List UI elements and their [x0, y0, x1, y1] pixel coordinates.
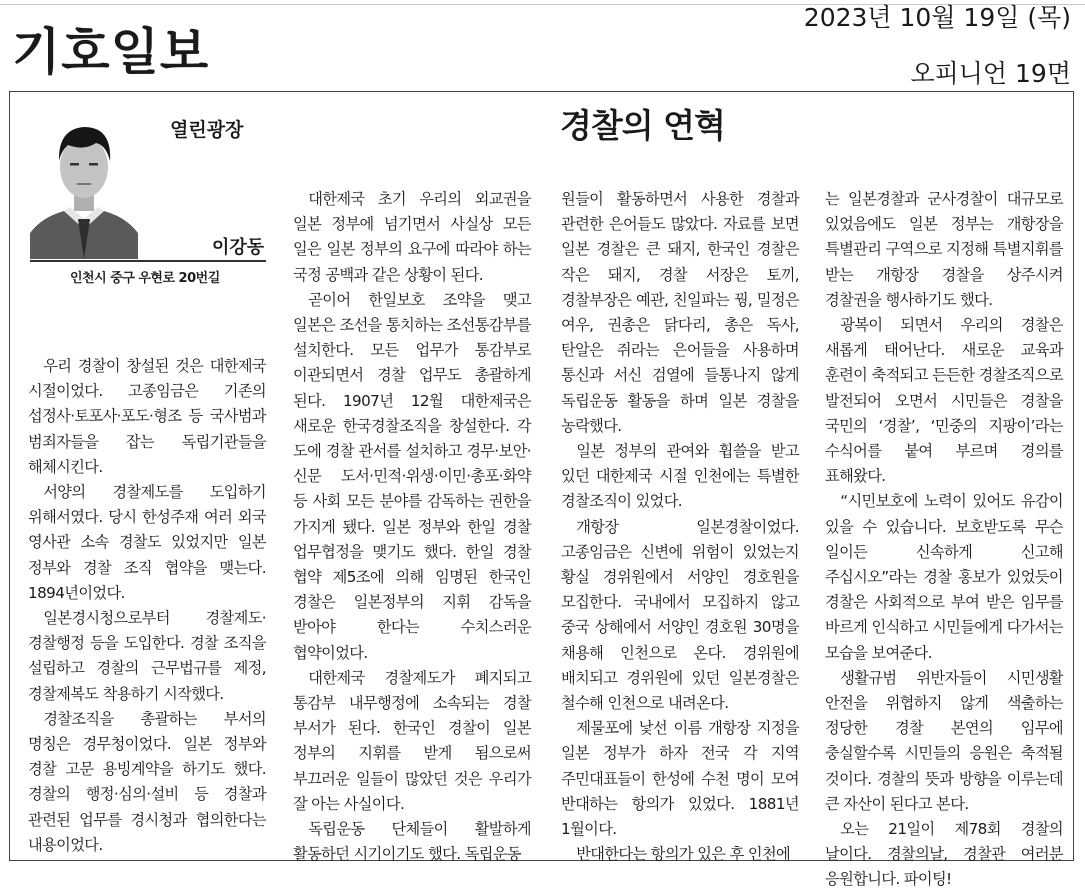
author-name: 이강동 — [212, 237, 265, 258]
newspaper-logo: 기호일보 — [12, 23, 210, 81]
paragraph: 대한제국 초기 우리의 외교권을 일본 정부에 넘기면서 사실상 모든 일은 일본 정부의 요구에 따라야 하는 국정 공백과 같은 상황이 된다. — [293, 190, 531, 284]
paragraph: 일본 정부의 관여와 휩쓸을 받고 있던 대한제국 시절 인천에는 특별한 경찰조직이 있었다. — [561, 442, 799, 511]
author-address: 인천시 중구 우현로 20번길 — [70, 271, 220, 286]
text-column-4 — [825, 187, 1063, 893]
author-divider — [30, 260, 266, 262]
paragraph: 독립운동 단체들이 활발하게 활동하던 시기이기도 했다. 독립운동 — [293, 820, 531, 864]
text-column-3 — [561, 187, 799, 867]
paragraph: 제물포에 낯선 이름 개항장 지정을 일본 정부가 하자 전국 각 지역 주민대표들이 한성에 수천 명이 모여 반대하는 항의가 있었다. 1881년 1월이다. — [561, 719, 799, 839]
paragraph: 일본경시청으로부터 경찰제도·경찰행정 등을 도입한다. 경찰 조직을 설립하고 경찰의 근무법규를 제정, 경찰제복도 착용하기 시작했다. — [28, 609, 266, 703]
paragraph: 경찰조직을 총괄하는 부서의 명칭은 경무청이었다. 일본 정부와 경찰 고문 용빙계약을 하기도 했다. 경찰의 행정·심의·설비 등 경찰과 관련된 업무를 경시청과 협의한다는 내용이었다. — [28, 709, 266, 854]
issue-date: 2023년 10월 19일 (목) — [803, 3, 1071, 32]
paragraph: 광복이 되면서 우리의 경찰은 새롭게 태어난다. 새로운 교육과 훈련이 축적되고 든든한 경찰조직으로 발전되어 오면서 시민들은 경찰을 국민의 ‘경찰’, ‘민중의 지팡이’라는 수식어를 붙여 부르며 경의를 표해왔다. — [825, 316, 1063, 486]
paragraph: 반대한다는 항의가 있은 후 인천에 — [576, 845, 791, 864]
paragraph: 개항장 일본경찰이었다. 고종임금은 신변에 위험이 있었는지 황실 경위원에서 서양인 경호원을 모집한다. 국내에서 모집하지 않고 중국 상해에서 서양인 경호원 30명을 채용해 인천으로 온다. 경위원에 배치되고 경위원에 있던 일본경찰은 철수해 인천으로 내려온다. — [561, 517, 799, 713]
section-label: 열린광장 — [170, 119, 244, 141]
paragraph: 곧이어 한일보호 조약을 맺고 일본은 조선을 통치하는 조선통감부를 설치한다. 모든 업무가 통감부로 이관되면서 경찰 업무도 총괄하게 된다. 1907년 12월 대한제국은 새로운 한국경찰조직을 창설한다. 각 도에 경찰 관서를 설치하고 경무·보안·신문 도서·민적·위생·이민·총포·화약 등 사회 모든 분야를 감독하는 권한을 가지게 됐다. 일본 정부와 한일 경찰 업무협정을 맺기도 했다. 한일 경찰 협약 제5조에 의해 임명된 한국인 경찰은 일본정부의 지휘 감독을 받아야 한다는 수치스러운 협약이었다. — [293, 290, 531, 662]
paragraph: 서양의 경찰제도를 도입하기 위해서였다. 당시 한성주재 여러 외국 영사관 소속 경찰도 있었지만 일본 정부와 경찰 조직 협약을 맺는다. 1894년이었다. — [28, 483, 266, 602]
paragraph: 생활규범 위반자들이 시민생활 안전을 위협하지 않게 색출하는 정당한 경찰 본연의 임무에 충실할수록 시민들의 응원은 축적될 것이다. 경찰의 뜻과 방향을 이루는데 큰 자산이 된다고 본다. — [825, 668, 1063, 813]
text-column-1 — [28, 354, 266, 858]
page-section-number: 오피니언 19면 — [910, 59, 1071, 88]
paragraph: 대한제국 경찰제도가 폐지되고 통감부 내무행정에 소속되는 경찰 부서가 된다. 한국인 경찰이 일본 정부의 지휘를 받게 됨으로써 부끄러운 일들이 많았던 것은 우리가 잘 아는 사실이다. — [293, 668, 531, 813]
masthead — [0, 0, 1085, 88]
paragraph-continued: 는 일본경찰과 군사경찰이 대규모로 있었음에도 일본 정부는 개항장을 특별관리 구역으로 지정해 특별지휘를 받는 개항장 경찰을 상주시켜 경찰권을 행사하기도 했다. — [825, 190, 1063, 309]
author-photo — [30, 111, 138, 259]
article-headline: 경찰의 연혁 — [560, 106, 725, 145]
paragraph: “시민보호에 노력이 있어도 유감이 있을 수 있습니다. 보호받도록 무슨 일이든 신속하게 신고해 주십시오”라는 경찰 홍보가 있었듯이 경찰은 사회적으로 부여 받은 임무를 바르게 인식하고 시민들에게 다가서는 모습을 보여준다. — [825, 492, 1063, 662]
paragraph: 오는 21일이 제78회 경찰의 날이다. 경찰의날, 경찰관 여러분 응원합니다. 파이팅! — [825, 820, 1063, 889]
paragraph-continued: 원들이 활동하면서 사용한 경찰과 관련한 은어들도 많았다. 자료를 보면 일본 경찰은 큰 돼지, 한국인 경찰은 작은 돼지, 경찰 서장은 토끼, 경찰부장은 예관, 친일파는 꿩, 밀정은 여우, 권총은 닭다리, 총은 독사, 탄알은 쥐라는 은어들을 사용하며 통신과 서신 검열에 들통나지 않게 독립운동 활동을 하며 일본 경찰을 농락했다. — [561, 190, 799, 435]
text-column-2 — [293, 187, 531, 867]
paragraph: 우리 경찰이 창설된 것은 대한제국 시절이었다. 고종임금은 기존의 섭정사·토포사·포도·형조 등 국사범과 범죄자들을 잡는 독립기관들을 해체시킨다. — [28, 357, 266, 476]
